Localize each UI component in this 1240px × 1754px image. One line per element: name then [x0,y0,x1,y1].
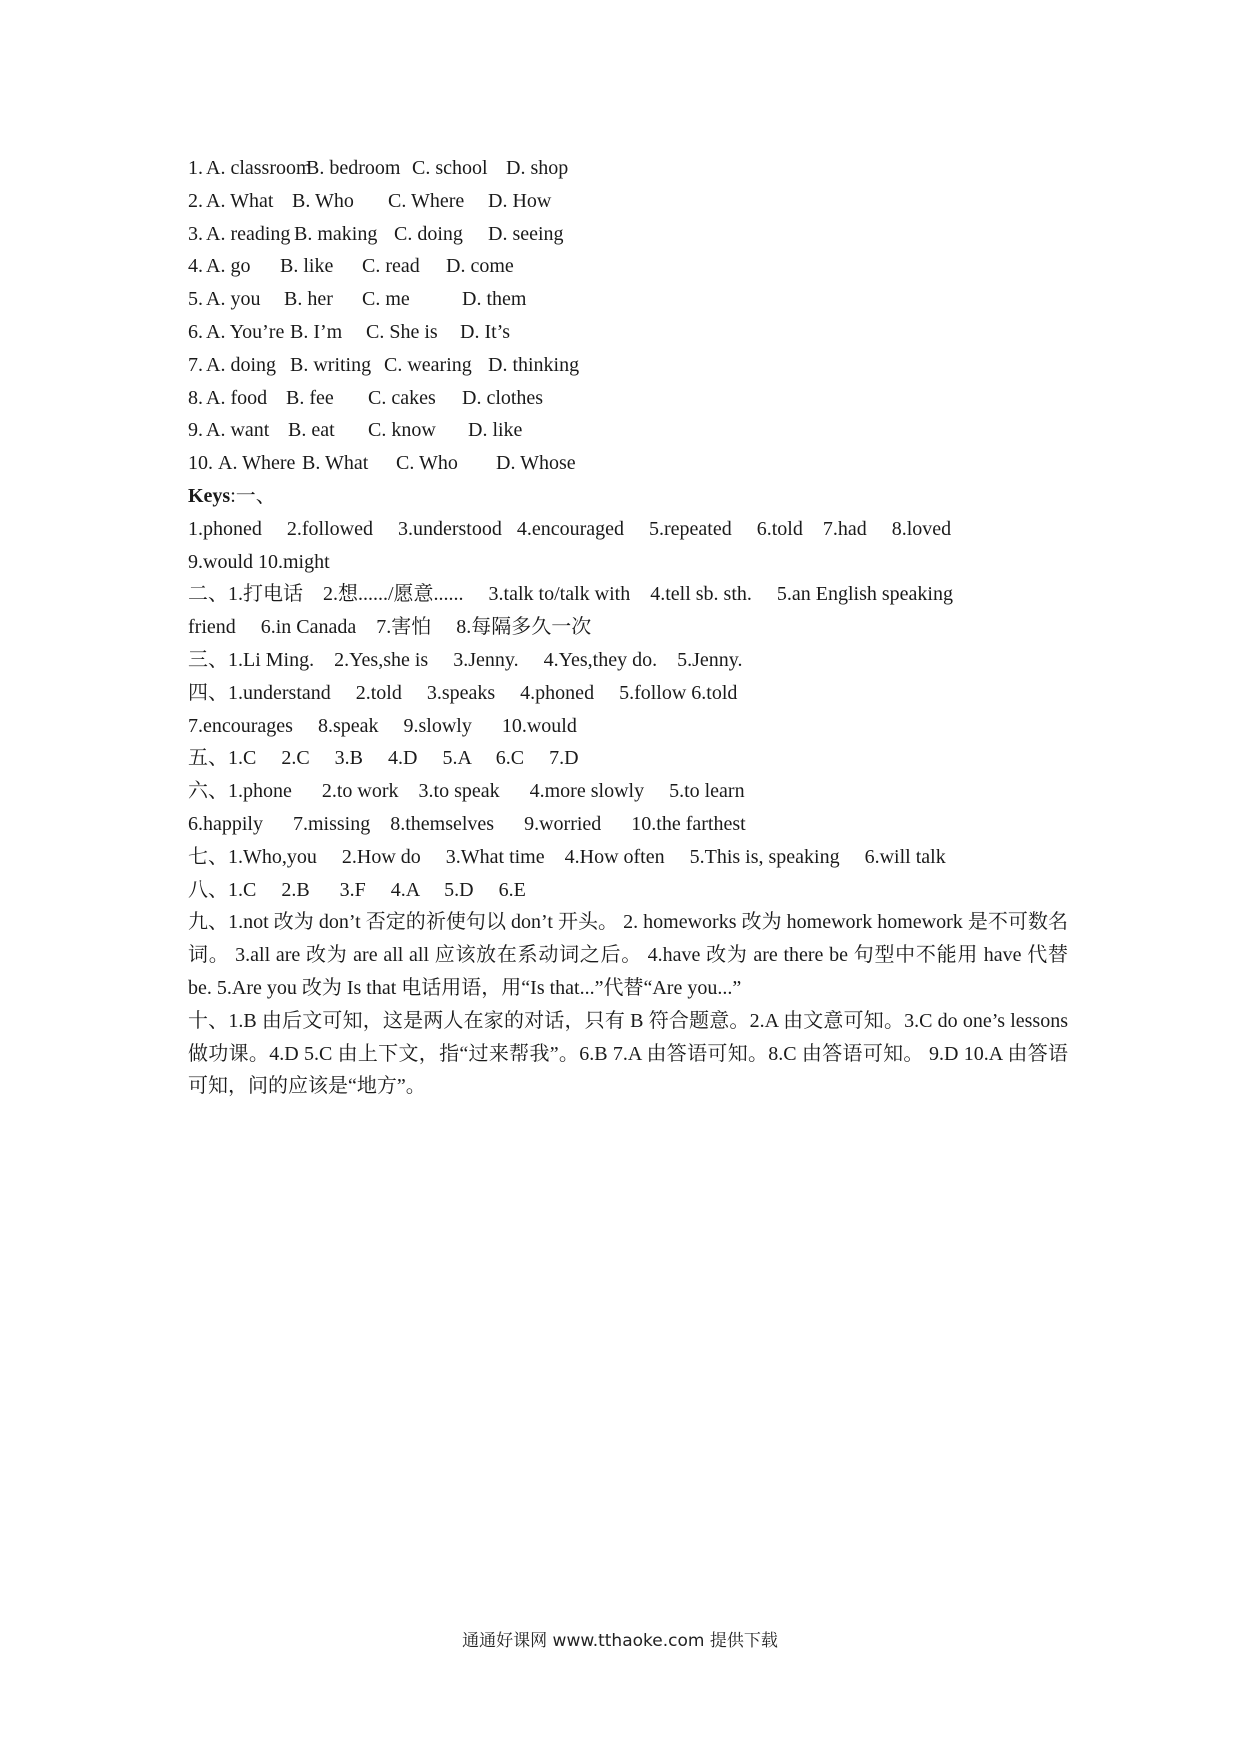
option-a: A. you [206,288,261,311]
option-b: B. Who [292,189,354,212]
key-paragraph-ten: 十、1.B 由后文可知，这是两人在家的对话，只有 B 符合题意。2.A 由文意可知。3.C do one’s lessons 做功课。4.D 5.C 由上下文，指“过来帮我”。6.B 7.A 由答语可知。8.C 由答语可知。 9.D 10.A 由答语可知，问的应该是“地方”。 [188,1009,1068,1098]
option-c: C. Where [388,189,465,212]
option-a: A. What [206,189,274,212]
question-row [188,414,1068,447]
option-c: C. She is [366,320,438,343]
option-c: C. read [362,255,420,278]
key-line: 八、1.C 2.B 3.F 4.A 5.D 6.E [188,878,526,901]
option-a: A. go [206,255,251,278]
keys-label: Keys [188,484,231,507]
option-b: B. eat [288,419,335,442]
key-line: 六、1.phone 2.to work 3.to speak 4.more slowly 5.to learn [188,780,745,803]
option-b: B. making [294,222,378,245]
option-d: D. like [468,419,523,442]
question-number: 5. [188,288,203,311]
option-b: B. her [284,288,333,311]
question-row [188,316,1068,349]
option-d: D. Whose [496,452,576,475]
question-number: 6. [188,320,203,343]
option-a: A. classroom [206,157,312,179]
key-line: 七、1.Who,you 2.How do 3.What time 4.How often 5.This is, speaking 6.will talk [188,845,946,868]
option-a: A. want [206,419,270,442]
option-d: D. come [446,255,514,278]
key-line: 四、1.understand 2.told 3.speaks 4.phoned 5.follow 6.told [188,681,738,704]
option-a: A. food [206,386,268,409]
option-d: D. shop [506,157,569,179]
option-a: A. Where [218,452,296,475]
key-line: friend 6.in Canada 7.害怕 8.每隔多久一次 [188,616,592,639]
question-number: 1. [188,157,203,179]
option-a: A. reading [206,222,291,245]
option-c: C. know [368,419,436,442]
question-number: 8. [188,386,203,409]
option-c: C. wearing [384,353,472,376]
option-b: B. I’m [290,320,343,343]
option-d: D. How [488,189,552,212]
keys-section-one-label: :一、 [230,484,276,507]
option-c: C. Who [396,452,458,475]
key-line: 1.phoned 2.followed 3.understood 4.encouraged 5.repeated 6.told 7.had 8.loved [188,517,952,540]
option-b: B. What [302,452,369,475]
keys-heading [188,480,1068,513]
key-line: 9.would 10.might [188,550,330,573]
question-number: 3. [188,222,203,245]
question-row [188,218,1068,251]
page-footer: 通通好课网 www.tthaoke.com 提供下载 [462,1631,778,1651]
option-d: D. clothes [462,386,544,409]
option-d: D. them [462,288,527,311]
question-row [188,283,1068,316]
option-b: B. like [280,255,334,278]
question-list [188,152,1068,480]
option-b: B. writing [290,353,372,376]
option-c: C. cakes [368,386,436,409]
question-number: 7. [188,353,203,376]
key-line: 五、1.C 2.C 3.B 4.D 5.A 6.C 7.D [188,747,579,770]
answer-document [188,152,1068,1103]
key-paragraph-nine: 九、1.not 改为 don’t 否定的祈使句以 don’t 开头。 2. homeworks 改为 homework homework 是不可数名词。 3.all are 改为 are all all 应该放在系动词之后。 4.have 改为 are there be 句型中不能用 have 代替 be. 5.Are you 改为 Is that 电话用语，用“Is that...”代替“Are you...” [188,911,1068,999]
option-a: A. You’re [206,320,285,343]
question-row [188,447,1068,480]
option-a: A. doing [206,353,276,376]
option-b: B. bedroom [306,157,401,179]
option-b: B. fee [286,386,334,409]
question-number: 9. [188,419,203,442]
question-row [188,250,1068,283]
question-number: 4. [188,255,203,278]
question-number: 2. [188,189,203,212]
key-line: 二、1.打电话 2.想....../愿意...... 3.talk to/talk with 4.tell sb. sth. 5.an English speaking [188,583,953,606]
option-d: D. It’s [460,320,510,343]
option-d: D. seeing [488,222,564,245]
question-row [188,185,1068,218]
key-line: 7.encourages 8.speak 9.slowly 10.would [188,714,577,737]
option-d: D. thinking [488,353,580,376]
option-c: C. school [412,157,488,179]
question-row [188,152,1068,185]
option-c: C. doing [394,222,463,245]
question-number: 10. [188,452,213,475]
key-line: 6.happily 7.missing 8.themselves 9.worried 10.the farthest [188,812,746,835]
question-row [188,382,1068,415]
key-line: 三、1.Li Ming. 2.Yes,she is 3.Jenny. 4.Yes,they do. 5.Jenny. [188,648,743,671]
option-c: C. me [362,288,410,311]
question-row [188,349,1068,382]
